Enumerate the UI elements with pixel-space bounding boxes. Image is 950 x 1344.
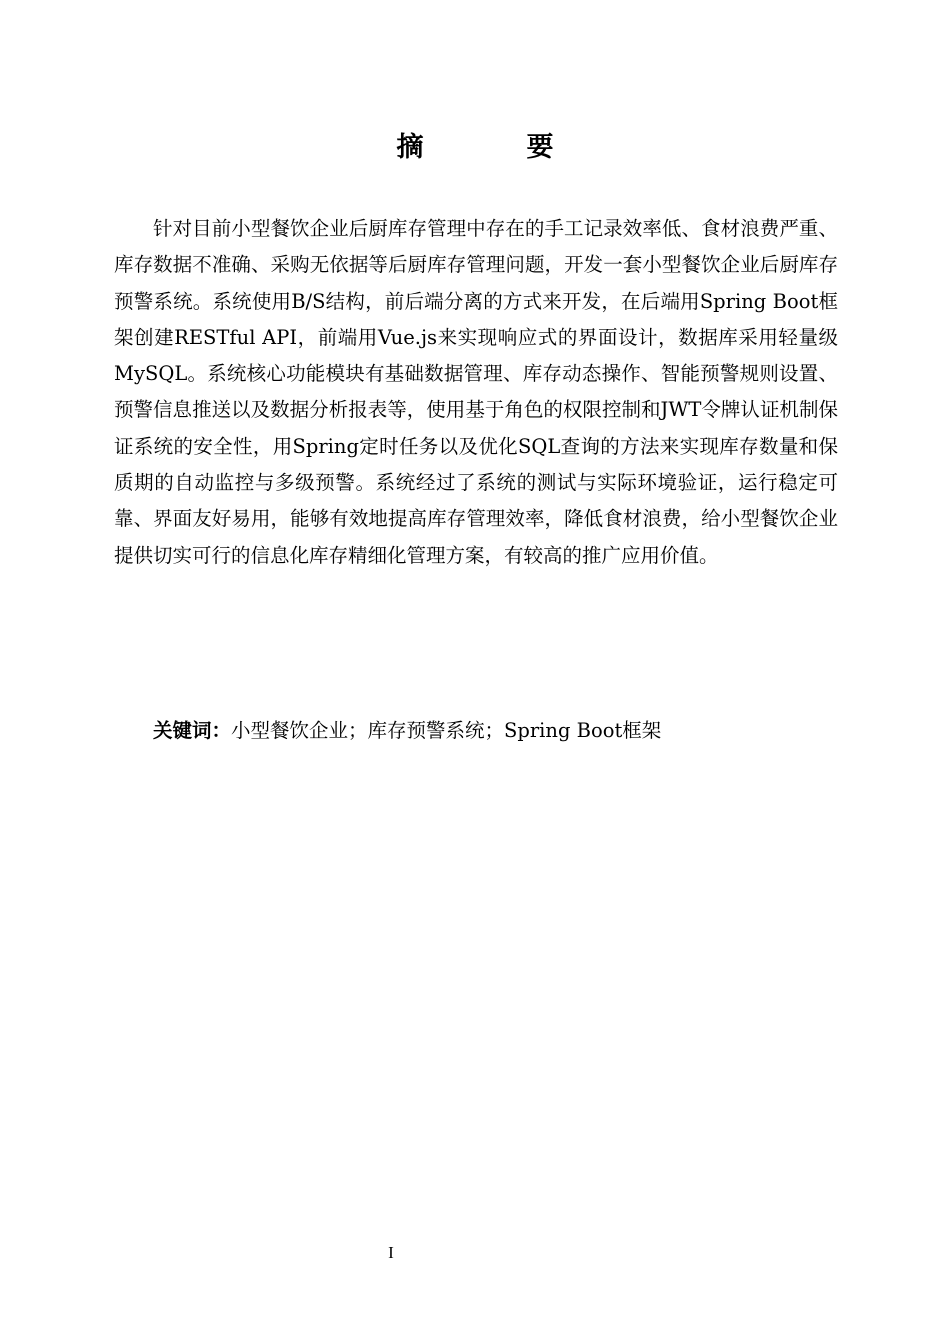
keywords-text: 小型餐饮企业；库存预警系统；Spring Boot框架 — [231, 719, 662, 742]
keywords-line — [153, 713, 843, 749]
abstract-title: 摘 要 — [396, 132, 592, 163]
abstract-body: 针对目前小型餐饮企业后厨库存管理中存在的手工记录效率低、食材浪费严重、库存数据不准确、采购无依据等后厨库存管理问题，开发一套小型餐饮企业后厨库存预警系统。系统使用B/S结构，前后端分离的方式来开发，在后端用Spring Boot框架创建RESTful API，前端用Vue.js来实现响应式的界面设计，数据库采用轻量级MySQL。系统核心功能模块有基础数据管理、库存动态操作、智能预警规则设置、预警信息推送以及数据分析报表等，使用基于角色的权限控制和JWT令牌认证机制保证系统的安全性，用Spring定时任务以及优化SQL查询的方法来实现库存数量和保质期的自动监控与多级预警。系统经过了系统的测试与实际环境验证，运行稳定可靠、界面友好易用，能够有效地提高库存管理效率，降低食材浪费，给小型餐饮企业提供切实可行的信息化库存精细化管理方案，有较高的推广应用价值。 — [114, 217, 838, 567]
page-number: I — [388, 1243, 394, 1262]
keywords-label: 关键词： — [153, 719, 232, 742]
